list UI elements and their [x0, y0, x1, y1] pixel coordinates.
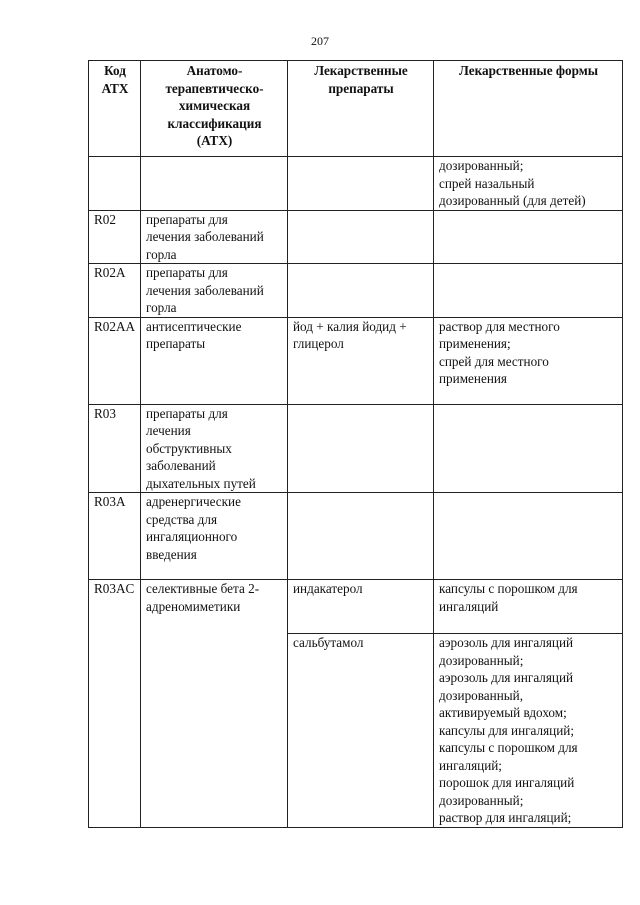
text-line: порошок для ингаляций	[439, 775, 575, 790]
text-line: лечения заболеваний	[146, 282, 264, 298]
table-row	[89, 580, 623, 634]
cell-classification	[141, 493, 288, 580]
text-line: Анатомо-	[186, 63, 243, 78]
header-code	[89, 61, 141, 157]
text-line: (АТХ)	[196, 133, 233, 148]
cell-drugs	[288, 317, 434, 404]
text-line: адреномиметики	[146, 598, 241, 614]
text-line: йод + калия йодид +	[293, 318, 407, 334]
text-line: раствор для ингаляций;	[439, 810, 572, 825]
text-line: адренергические	[146, 494, 241, 509]
text-line: дозированный (для детей)	[439, 193, 586, 208]
text-line: препараты	[328, 80, 394, 96]
cell-drugs	[288, 404, 434, 493]
text-line: антисептические	[146, 318, 242, 334]
text-line: горла	[146, 300, 177, 315]
text-line: спрей для местного	[439, 353, 549, 369]
cell-forms	[434, 157, 623, 211]
table-row	[89, 210, 623, 264]
cell-classification	[141, 264, 288, 318]
cell-forms	[434, 404, 623, 493]
text-line: активируемый вдохом;	[439, 705, 567, 720]
text-line: селективные бета 2-	[146, 581, 260, 596]
text-line: дыхательных путей	[146, 475, 256, 491]
text-line: лечения заболеваний	[146, 229, 264, 244]
text-line: Лекарственные формы	[459, 63, 598, 78]
cell-drugs	[288, 634, 434, 828]
text-line: спрей назальный	[439, 175, 535, 191]
text-line: классификация	[167, 115, 262, 131]
cell-drugs	[288, 580, 434, 634]
text-line: капсулы для ингаляций;	[439, 722, 575, 738]
cell-code	[89, 157, 141, 211]
cell-classification	[141, 157, 288, 211]
header-drugs	[288, 61, 434, 157]
text-line: горла	[146, 246, 177, 262]
cell-drugs	[288, 157, 434, 211]
cell-drugs	[288, 264, 434, 318]
cell-classification	[141, 210, 288, 264]
header-classification	[141, 61, 288, 157]
text-line: ингаляций;	[439, 757, 502, 773]
text-line: заболеваний	[146, 458, 216, 473]
text-line: средства для	[146, 511, 218, 527]
text-line: АТХ	[101, 80, 129, 96]
text-line: капсулы с порошком для	[439, 581, 578, 596]
header-forms	[434, 61, 623, 157]
cell-code: R02	[89, 210, 141, 264]
cell-forms	[434, 264, 623, 318]
atx-table	[88, 60, 623, 828]
cell-code: R03	[89, 404, 141, 493]
text-line: Лекарственные	[314, 63, 408, 78]
cell-drugs	[288, 493, 434, 580]
text-line: дозированный,	[439, 687, 523, 703]
table-row	[89, 317, 623, 404]
table-row	[89, 264, 623, 318]
text-line: раствор для местного	[439, 318, 560, 334]
text-line: глицерол	[293, 336, 344, 351]
text-line: дозированный;	[439, 652, 524, 668]
text-line: дозированный;	[439, 158, 524, 173]
table-row	[89, 404, 623, 493]
cell-forms	[434, 634, 623, 828]
text-line: терапевтическо-	[165, 80, 264, 96]
cell-classification	[141, 317, 288, 404]
text-line: химическая	[178, 98, 251, 113]
text-line: Код	[104, 63, 126, 78]
cell-code: R03A	[89, 493, 141, 580]
text-line: индакатерол	[293, 581, 363, 596]
cell-drugs	[288, 210, 434, 264]
cell-code: R03AC	[89, 580, 141, 828]
cell-forms	[434, 317, 623, 404]
text-line: ингаляционного	[146, 529, 238, 544]
text-line: сальбутамол	[293, 635, 364, 650]
table-header-row	[89, 61, 623, 157]
cell-forms	[434, 493, 623, 580]
table-row	[89, 493, 623, 580]
text-line: аэрозоль для ингаляций	[439, 635, 574, 650]
cell-code: R02AA	[89, 317, 141, 404]
text-line: применения;	[439, 336, 511, 351]
text-line: ингаляций	[439, 598, 499, 614]
text-line: капсулы с порошком для	[439, 740, 578, 755]
cell-forms	[434, 580, 623, 634]
page-number: 207	[311, 34, 329, 48]
text-line: аэрозоль для ингаляций	[439, 670, 574, 685]
text-line: препараты	[146, 336, 206, 351]
cell-code: R02A	[89, 264, 141, 318]
text-line: введения	[146, 546, 197, 562]
text-line: препараты для	[146, 265, 228, 280]
text-line: применения	[439, 371, 507, 386]
text-line: дозированный;	[439, 792, 524, 808]
cell-classification	[141, 404, 288, 493]
text-line: обструктивных	[146, 440, 232, 456]
table-row	[89, 157, 623, 211]
cell-forms	[434, 210, 623, 264]
text-line: лечения	[146, 423, 191, 438]
text-line: препараты для	[146, 211, 228, 227]
text-line: препараты для	[146, 405, 228, 421]
cell-classification	[141, 580, 288, 828]
